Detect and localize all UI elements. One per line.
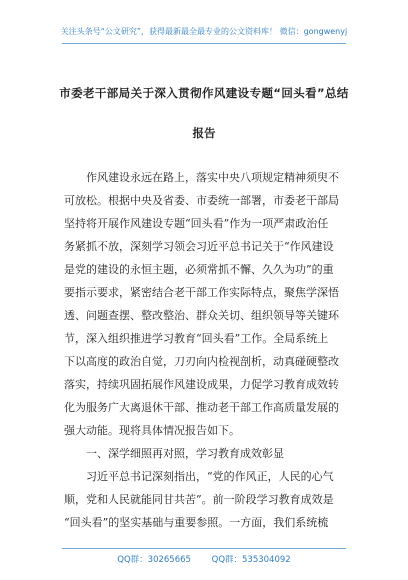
- body-line: 强大动能。现将具体情况报告如下。: [64, 424, 240, 437]
- promo-header: 关注头条号“公文研究”，获得最新最全最专业的公文资料库！ 微信：gongwenyj: [60, 27, 348, 36]
- body-line: 坚持将开展作风建设专题“回头看”作为一项严肃政治任: [64, 217, 329, 230]
- body-line: 顺，党和人民就能同甘共苦”。前一阶段学习教育成效是: [64, 493, 334, 506]
- body-line: 是党的建设的永恒主题，必须常抓不懈、久久为功”的重: [64, 263, 334, 276]
- footer: [0, 553, 408, 565]
- header-divider: [62, 43, 346, 44]
- document-body: [64, 166, 344, 534]
- body-line: 节，深入组织推进学习教育“回头看”工作。全局系统上: [64, 332, 329, 345]
- body-line: 化为服务广大离退休干部、推动老干部工作高质量发展的: [64, 401, 339, 414]
- body-line: 可放松。根据中央及省委、市委统一部署，市委老干部局: [64, 194, 339, 207]
- body-line: 要指示要求，紧密结合老干部工作实际特点，聚焦学深悟: [64, 286, 339, 299]
- document-title: 市委老干部局关于深入贯彻作风建设专题“回头看”总结: [59, 86, 349, 100]
- body-line: 透、问题查摆、整改整治、群众关切、组织领导等关键环: [64, 309, 339, 322]
- footer-divider: [62, 548, 346, 549]
- body-line: 下以高度的政治自觉，刀刃向内检视剖析，动真碰硬整改: [64, 355, 339, 368]
- body-line: 作风建设永远在路上，落实中央八项规定精神须臾不: [64, 171, 339, 184]
- body-line: 习近平总书记深刻指出，“党的作风正，人民的心气: [64, 470, 334, 483]
- body-line: “回头看”的坚实基础与重要参照。一方面，我们系统梳: [64, 516, 329, 529]
- qq-group-1: QQ群：30265665: [117, 555, 191, 565]
- body-line: 务紧抓不放，深刻学习领会习近平总书记关于“作风建设: [64, 240, 334, 253]
- document-title-continued: 报告: [192, 126, 216, 140]
- qq-group-2: QQ群：535304092: [211, 555, 291, 565]
- body-line: 落实，持续巩固拓展作风建设成果，力促学习教育成效转: [64, 378, 339, 391]
- section-heading: 一、深学细照再对照，学习教育成效彰显: [64, 447, 284, 460]
